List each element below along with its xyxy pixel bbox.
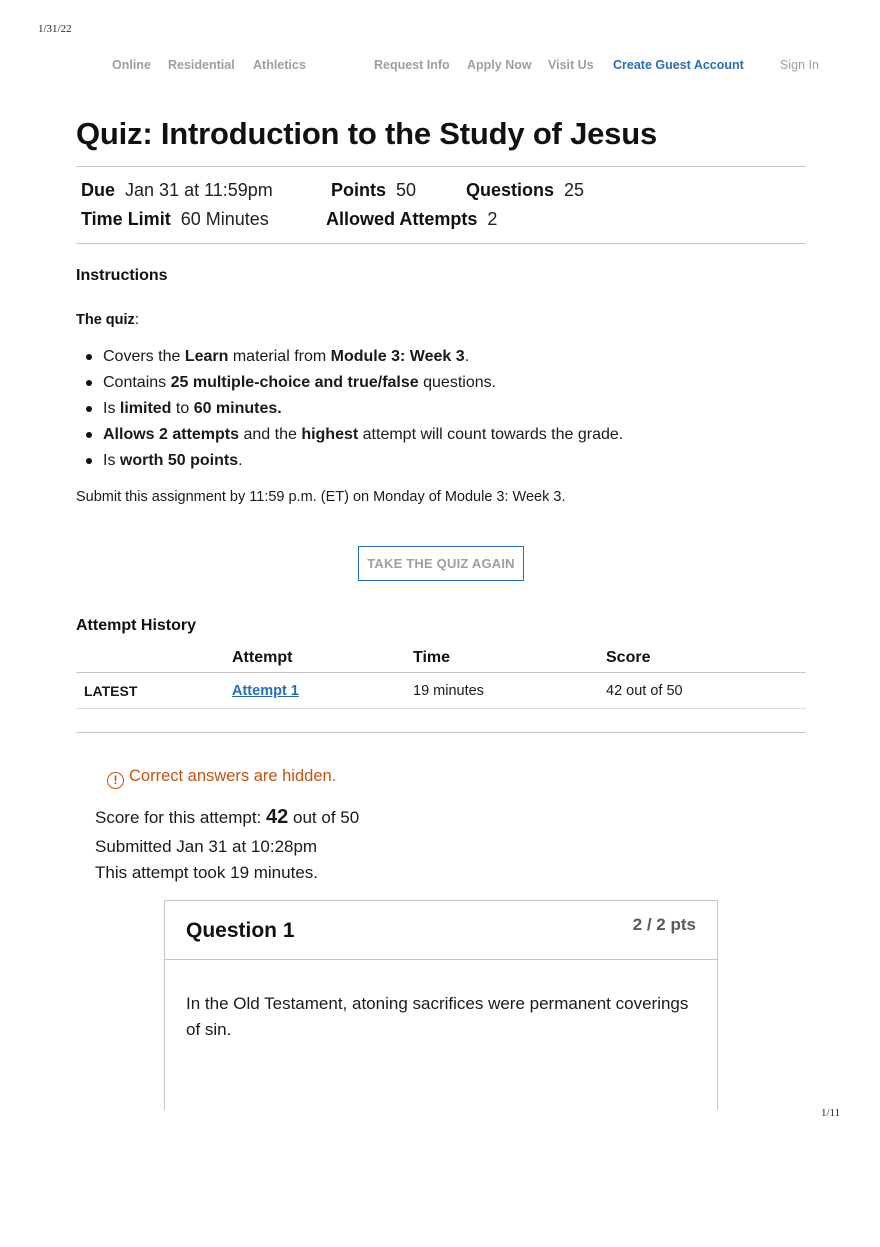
divider — [76, 166, 806, 167]
list-item-text: Module 3: Week 3 — [330, 348, 465, 365]
submitted-time: Submitted Jan 31 at 10:28pm — [95, 837, 318, 856]
list-item-text: material from — [228, 348, 331, 365]
score-suffix: out of 50 — [293, 808, 360, 827]
list-item-text: 25 multiple-choice and true/false — [170, 374, 419, 391]
questions-label: Questions — [466, 180, 555, 200]
page-number: 1/11 — [821, 1107, 841, 1119]
list-item-text: Contains — [103, 374, 171, 391]
attempt-1-link[interactable]: Attempt 1 — [232, 682, 299, 699]
points-label: Points — [331, 180, 387, 200]
time-limit-label: Time Limit — [81, 209, 171, 229]
attempts-meta — [326, 209, 497, 230]
list-item-text: attempt will count towards the grade. — [358, 426, 624, 443]
take-quiz-again-button[interactable]: TAKE THE QUIZ AGAIN — [358, 546, 524, 581]
score-value: 42 — [266, 806, 289, 828]
list-item-text: . — [238, 452, 243, 469]
list-item-text: and the — [239, 426, 302, 443]
quiz-intro-colon: : — [134, 312, 139, 328]
submit-note: Submit this assignment by 11:59 p.m. (ET) on Monday of Module 3: Week 3. — [76, 489, 566, 505]
score-summary — [95, 806, 359, 829]
column-header-time: Time — [413, 644, 606, 673]
attempt-duration: This attempt took 19 minutes. — [95, 863, 318, 882]
latest-tag: LATEST — [76, 673, 232, 709]
nav-apply-now-link[interactable]: Apply Now — [467, 58, 532, 72]
attempt-history-table — [76, 644, 806, 709]
quiz-intro — [76, 312, 139, 328]
correct-answers-hidden-notice — [107, 767, 336, 789]
question-points: 2 / 2 pts — [632, 915, 696, 934]
nav-visit-us-link[interactable]: Visit Us — [548, 58, 594, 72]
due-label: Due — [81, 180, 116, 200]
score-cell: 42 out of 50 — [606, 673, 806, 709]
list-item-text: . — [464, 348, 470, 365]
list-item-text: questions. — [418, 374, 497, 391]
list-item — [84, 396, 623, 422]
points-value: 50 — [396, 180, 417, 200]
score-label: Score for this attempt: — [95, 808, 262, 827]
list-item-text: Covers the — [103, 348, 185, 365]
question-header — [165, 901, 717, 960]
sign-in-link[interactable]: Sign In — [780, 58, 819, 72]
attempt-cell — [232, 673, 413, 709]
questions-meta — [466, 180, 584, 201]
list-item — [84, 370, 623, 396]
question-card — [164, 900, 718, 1110]
list-item — [84, 448, 623, 474]
attempts-value: 2 — [487, 209, 498, 229]
nav-residential-link[interactable]: Residential — [168, 58, 235, 72]
instructions-heading: Instructions — [76, 267, 168, 284]
divider — [76, 243, 806, 244]
warning-text: Correct answers are hidden. — [129, 767, 337, 785]
points-meta — [331, 180, 416, 201]
list-item — [84, 344, 623, 370]
due-value: Jan 31 at 11:59pm — [125, 180, 273, 200]
time-limit-value: 60 Minutes — [180, 209, 269, 229]
list-item — [84, 422, 623, 448]
list-item-text: worth 50 points — [119, 452, 239, 469]
table-row — [76, 673, 806, 709]
list-item-text: to — [171, 400, 194, 417]
column-header-blank — [76, 644, 232, 673]
column-header-score: Score — [606, 644, 806, 673]
page-title: Quiz: Introduction to the Study of Jesus — [76, 116, 657, 151]
question-title: Question 1 — [186, 919, 295, 942]
questions-value: 25 — [564, 180, 585, 200]
nav-athletics-link[interactable]: Athletics — [253, 58, 306, 72]
attempts-label: Allowed Attempts — [326, 209, 478, 229]
nav-request-info-link[interactable]: Request Info — [374, 58, 450, 72]
create-guest-account-link[interactable]: Create Guest Account — [613, 58, 744, 72]
list-item-text: Learn — [184, 348, 229, 365]
instruction-list — [84, 344, 623, 474]
warning-icon: ! — [107, 772, 124, 789]
table-header-row — [76, 644, 806, 673]
list-item-text: Is — [103, 400, 120, 417]
attempt-history-heading: Attempt History — [76, 617, 197, 634]
time-limit-meta — [81, 209, 269, 230]
list-item-text: limited — [119, 400, 172, 417]
print-date: 1/31/22 — [38, 23, 72, 35]
quiz-intro-bold: The quiz — [76, 312, 135, 328]
list-item-text: highest — [301, 426, 359, 443]
question-text: In the Old Testament, atoning sacrifices were permanent coverings of sin. — [186, 994, 689, 1039]
list-item-text: 60 minutes. — [193, 400, 282, 417]
divider — [76, 732, 806, 733]
due-meta — [81, 180, 273, 201]
list-item-text: Allows 2 attempts — [103, 426, 240, 443]
time-cell: 19 minutes — [413, 673, 606, 709]
column-header-attempt: Attempt — [232, 644, 413, 673]
nav-online-link[interactable]: Online — [112, 58, 151, 72]
list-item-text: Is — [103, 452, 120, 469]
